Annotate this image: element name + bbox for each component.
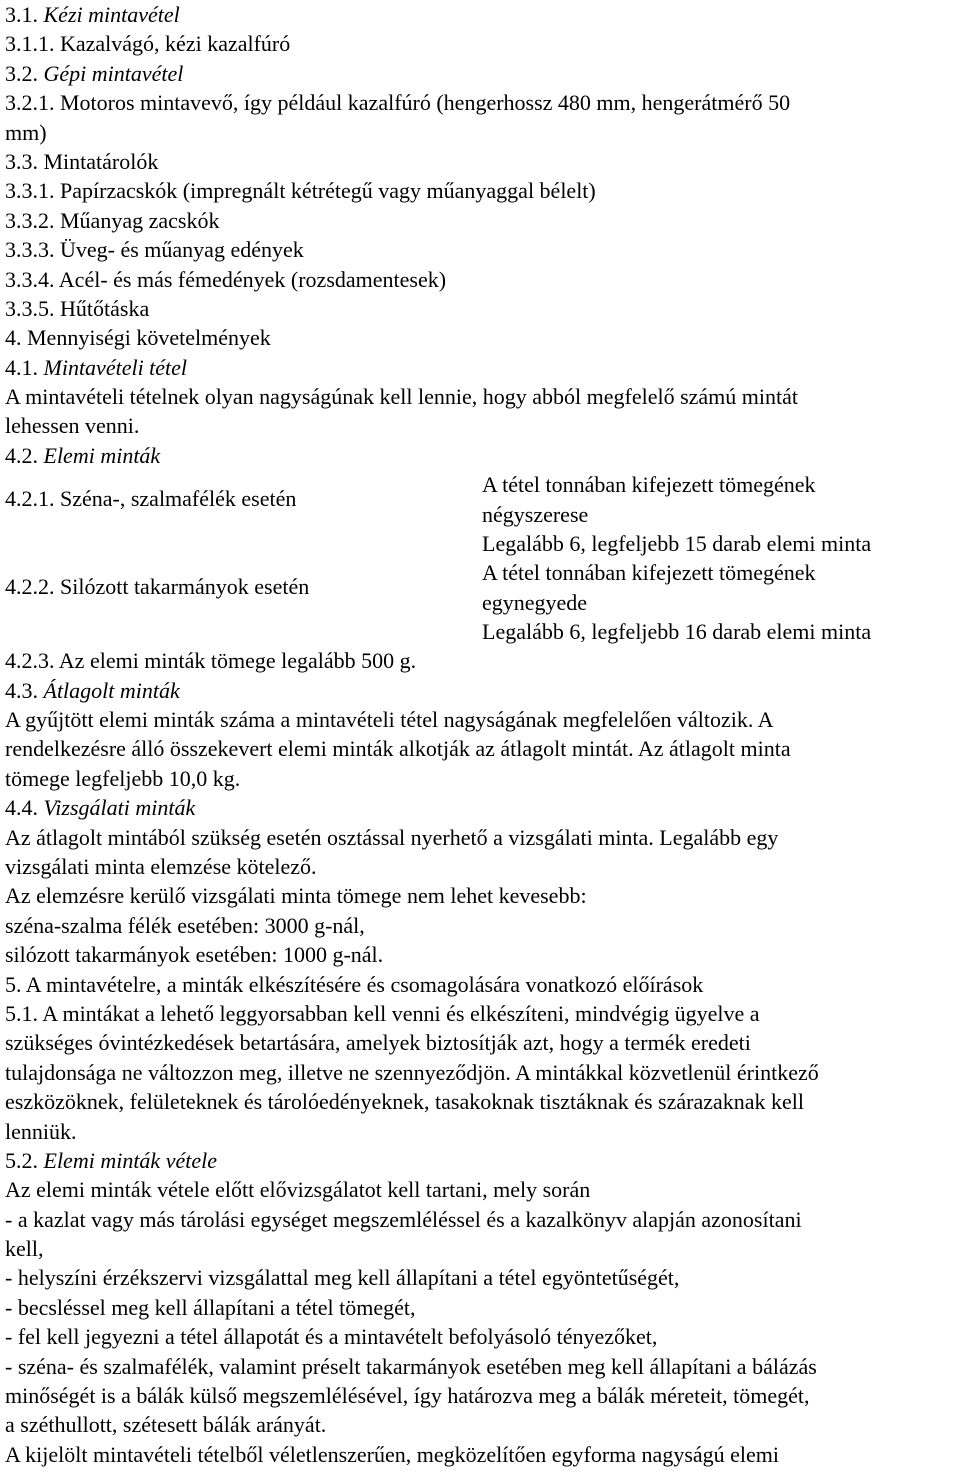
section-title: Kézi mintavétel bbox=[43, 2, 180, 27]
section-title: Vizsgálati minták bbox=[43, 795, 196, 821]
text-line: A gyűjtött elemi minták száma a mintavételi tétel nagyságának megfelelően változik. A bbox=[5, 707, 774, 733]
section-title: Elemi minták bbox=[43, 442, 161, 468]
section-title: Átlagolt minták bbox=[43, 677, 180, 703]
requirement-label: 4.2.2. Silózott takarmányok esetén bbox=[5, 574, 310, 600]
heading-4: 4. Mennyiségi követelmények bbox=[5, 325, 271, 351]
text-line: tulajdonsága ne változzon meg, illetve ne szennyeződjön. A mintákkal közvetlenül érintkező bbox=[5, 1059, 819, 1085]
requirement-row bbox=[5, 558, 955, 646]
requirement-text-line: A tétel tonnában kifejezett tömegének bbox=[482, 560, 816, 586]
text-line: Az átlagolt mintából szükség esetén osztással nyerhető a vizsgálati minta. Legalább egy bbox=[5, 824, 779, 850]
requirement-text-line: Legalább 6, legfeljebb 16 darab elemi minta bbox=[482, 619, 872, 645]
text-line: 4.2.3. Az elemi minták tömege legalább 500 g. bbox=[5, 648, 417, 674]
list-item: - széna- és szalmafélék, valamint préselt takarmányok esetében meg kell állapítani a bálázás bbox=[5, 1353, 817, 1379]
requirement-text-line: négyszerese bbox=[482, 501, 589, 527]
section-number: 4.4. bbox=[5, 795, 44, 821]
section-number: 3.1. bbox=[5, 2, 44, 27]
text-line: silózott takarmányok esetében: 1000 g-nál. bbox=[5, 942, 384, 968]
section-number: 3.2. bbox=[5, 60, 44, 86]
heading-5-2 bbox=[5, 1146, 955, 1175]
section-number: 4.1. bbox=[5, 354, 44, 380]
text-line: 3.2.1. Motoros mintavevő, így például kazalfúró (hengerhossz 480 mm, hengerátmérő 50 bbox=[5, 90, 791, 116]
text-line: szükséges óvintézkedések betartására, amelyek biztosítják azt, hogy a termék eredeti bbox=[5, 1030, 751, 1056]
requirement-row bbox=[5, 470, 955, 558]
text-line: Az elemi minták vétele előtt elővizsgálatot kell tartani, mely során bbox=[5, 1177, 591, 1203]
section-title: Elemi minták vétele bbox=[43, 1147, 217, 1173]
text-line: lenniük. bbox=[5, 1118, 77, 1144]
text-line: kell, bbox=[5, 1236, 44, 1262]
heading-4-4 bbox=[5, 793, 955, 822]
text-line: 3.3.1. Papírzacskók (impregnált kétrétegű vagy műanyaggal bélelt) bbox=[5, 178, 596, 204]
text-line: vizsgálati minta elemzése kötelező. bbox=[5, 853, 317, 879]
text-line: 3.3.3. Üveg- és műanyag edények bbox=[5, 237, 304, 263]
section-title: Mintavételi tétel bbox=[43, 354, 188, 380]
heading-3-2 bbox=[5, 59, 955, 88]
text-line: 3.1.1. Kazalvágó, kézi kazalfúró bbox=[5, 31, 291, 57]
heading-4-1 bbox=[5, 353, 955, 382]
text-line: tömege legfeljebb 10,0 kg. bbox=[5, 765, 241, 791]
heading-3-1 bbox=[5, 0, 955, 29]
list-item: - helyszíni érzékszervi vizsgálattal meg kell állapítani a tétel egyöntetűségét, bbox=[5, 1265, 680, 1291]
requirement-label: 4.2.1. Széna-, szalmafélék esetén bbox=[5, 486, 297, 512]
section-number: 4.3. bbox=[5, 677, 44, 703]
list-item: - becsléssel meg kell állapítani a tétel tömegét, bbox=[5, 1294, 416, 1320]
requirement-text-line: Legalább 6, legfeljebb 15 darab elemi minta bbox=[482, 531, 872, 557]
requirement-text-line: egynegyede bbox=[482, 589, 588, 615]
text-line: rendelkezésre álló összekevert elemi minták alkotják az átlagolt mintát. Az átlagolt minta bbox=[5, 736, 791, 762]
text-line: minőségét is a bálák külső megszemlélésével, így határozva meg a bálák méreteit, tömegét, bbox=[5, 1383, 810, 1409]
heading-4-3 bbox=[5, 676, 955, 705]
text-line: eszközöknek, felületeknek és tárolóedényeknek, tasakoknak tisztáknak és szárazaknak kell bbox=[5, 1089, 804, 1115]
text-line: a széthullott, szétesett bálák arányát. bbox=[5, 1412, 327, 1438]
requirement-text bbox=[482, 558, 952, 646]
text-line: lehessen venni. bbox=[5, 413, 140, 439]
heading-5: 5. A mintavételre, a minták elkészítésére és csomagolására vonatkozó előírások bbox=[5, 971, 704, 997]
list-item: - a kazlat vagy más tárolási egységet megszemléléssel és a kazalkönyv alapján azonosítani bbox=[5, 1206, 802, 1232]
text-line: 3.3.2. Műanyag zacskók bbox=[5, 207, 220, 233]
text-line: mm) bbox=[5, 119, 47, 145]
text-line: A mintavételi tételnek olyan nagyságúnak kell lennie, hogy abból megfelelő számú mintát bbox=[5, 384, 798, 410]
document-page bbox=[5, 0, 955, 1469]
section-title: Gépi mintavétel bbox=[43, 60, 184, 86]
section-number: 4.2. bbox=[5, 442, 44, 468]
text-line: 3.3.4. Acél- és más fémedények (rozsdamentesek) bbox=[5, 266, 447, 292]
heading-4-2 bbox=[5, 441, 955, 470]
text-line: széna-szalma félék esetében: 3000 g-nál, bbox=[5, 912, 365, 938]
text-line: 5.1. A mintákat a lehető leggyorsabban kell venni és elkészíteni, mindvégig ügyelve a bbox=[5, 1000, 760, 1026]
requirement-text-line: A tétel tonnában kifejezett tömegének bbox=[482, 472, 816, 498]
heading-3-3: 3.3. Mintatárolók bbox=[5, 148, 159, 174]
section-number: 5.2. bbox=[5, 1147, 44, 1173]
list-item: - fel kell jegyezni a tétel állapotát és a mintavételt befolyásoló tényezőket, bbox=[5, 1324, 658, 1350]
requirement-text bbox=[482, 470, 952, 558]
text-line: 3.3.5. Hűtőtáska bbox=[5, 295, 150, 321]
text-line: Az elemzésre kerülő vizsgálati minta tömege nem lehet kevesebb: bbox=[5, 883, 587, 909]
text-line: A kijelölt mintavételi tételből véletlenszerűen, megközelítően egyforma nagyságú elemi bbox=[5, 1441, 780, 1467]
